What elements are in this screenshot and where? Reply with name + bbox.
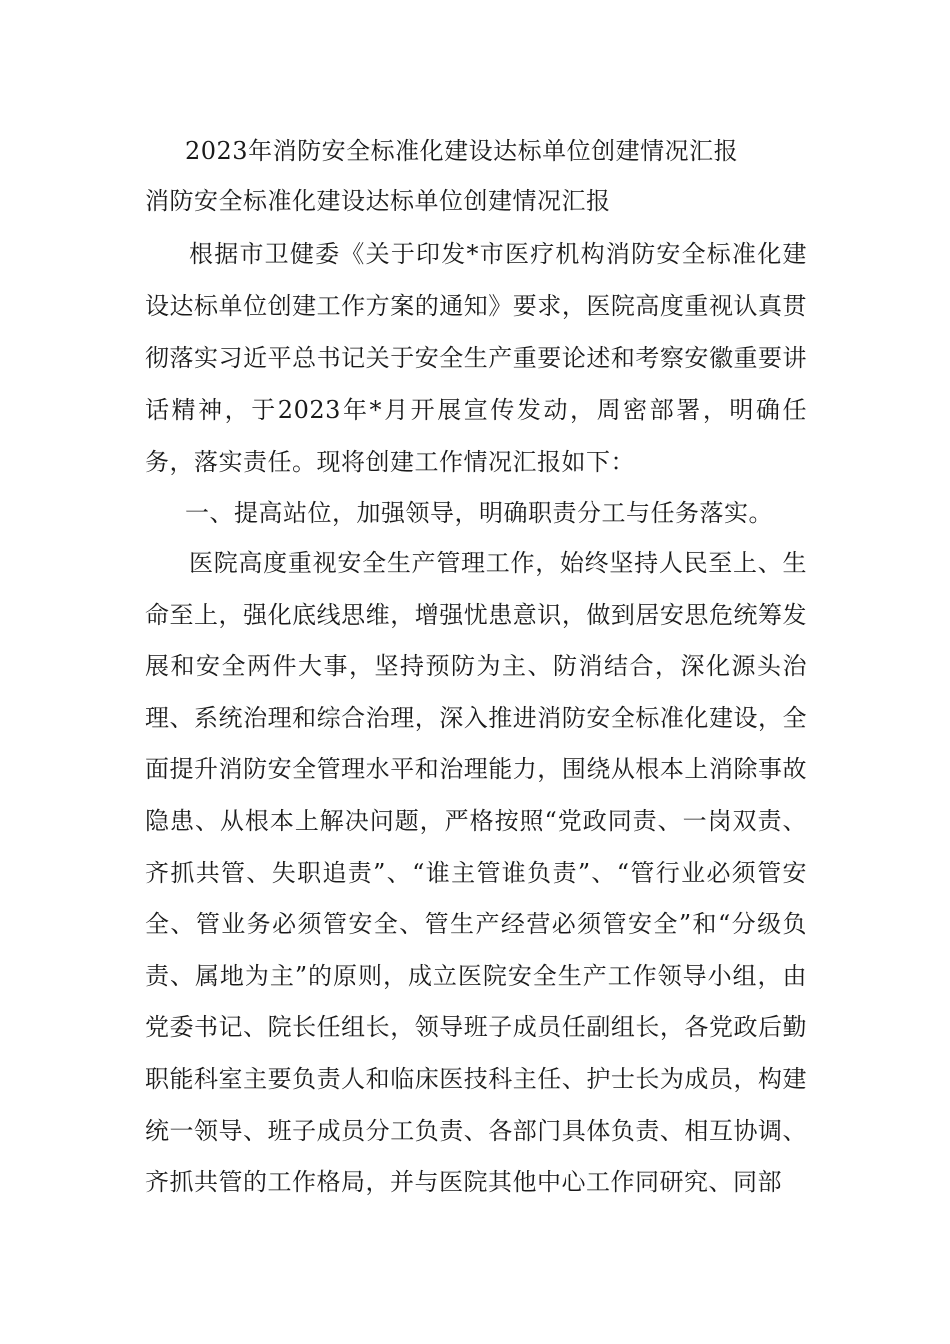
document-title: 2023年消防安全标准化建设达标单位创建情况汇报 [185,137,739,165]
body-paragraph: 医院高度重视安全生产管理工作，始终坚持人民至上、生命至上，强化底线思维，增强忧患意识，做到居安思危统筹发展和安全两件大事，坚持预防为主、防消结合，深化源头治理、系统治理和综合治理，深入推进消防安全标准化建设，全面提升消防安全管理水平和治理能力，围绕从根本上消除事故隐患、从根本上解决问题，严格按照“党政同责、一岗双责、齐抓共管、失职追责”、“谁主管谁负责”、“管行业必须管安全、管业务必须管安全、管生产经营必须管安全”和“分级负责、属地为主”的原则，成立医院安全生产工作领导小组，由党委书记、院长任组长，领导班子成员任副组长，各党政后勤职能科室主要负责人和临床医技科主任、护士长为成员，构建统一领导、班子成员分工负责、各部门具体负责、相互协调、齐抓共管的工作格局，并与医院其他中心工作同研究、同部 [145,549,807,1197]
document-body [145,126,807,1209]
document-subtitle: 消防安全标准化建设达标单位创建情况汇报 [145,187,611,215]
intro-paragraph: 根据市卫健委《关于印发*市医疗机构消防安全标准化建设达标单位创建工作方案的通知》要求，医院高度重视认真贯彻落实习近平总书记关于安全生产重要论述和考察安徽重要讲话精神，于2023年*月开展宣传发动，周密部署，明确任务，落实责任。现将创建工作情况汇报如下： [145,240,807,476]
section-heading: 一、提高站位，加强领导，明确职责分工与任务落实。 [185,499,773,527]
